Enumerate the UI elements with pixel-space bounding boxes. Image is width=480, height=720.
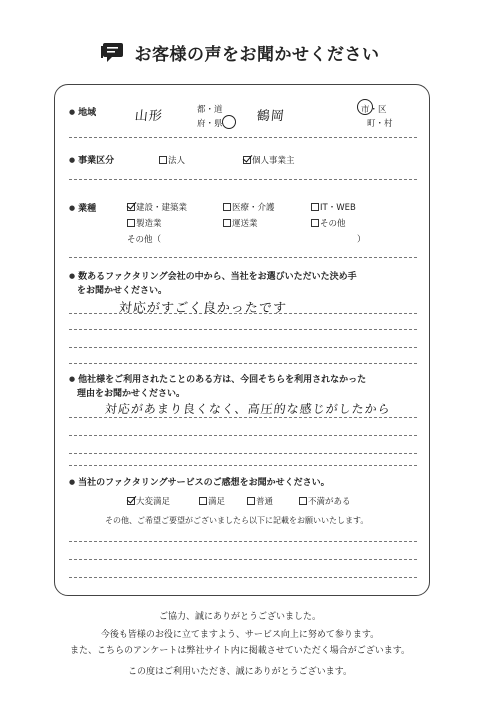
q2-question-line2: 理由をお聞かせください。 xyxy=(77,389,186,399)
q2-question-line1: ● 他社様をご利用されたことのある方は、今回そちらを利用されなかった xyxy=(69,374,367,385)
q2-answer-handwritten: 対応があまり良くなく、高圧的な感じがしたから xyxy=(104,402,392,416)
industry-other-label: その他（ xyxy=(127,235,162,245)
divider xyxy=(69,465,417,466)
answer-line xyxy=(69,453,417,454)
industry-label: ● 業種 xyxy=(69,203,97,214)
answer-line xyxy=(69,559,417,560)
survey-card xyxy=(54,84,430,596)
chat-bubble-icon xyxy=(101,42,127,64)
answer-line xyxy=(69,329,417,330)
satisfaction-option-dissatisfied[interactable]: 不満がある xyxy=(299,495,351,507)
checkbox[interactable] xyxy=(247,497,255,505)
city-selected-circle xyxy=(357,99,373,115)
q1-question-line2: をお聞かせください。 xyxy=(77,286,168,296)
industry-option-medical[interactable]: 医療・介護 xyxy=(223,201,275,213)
checkbox-checked[interactable] xyxy=(127,497,135,505)
to-do-text: 都・道 xyxy=(197,105,223,115)
business-option-corporation[interactable]: 法人 xyxy=(159,154,185,166)
checkbox[interactable] xyxy=(311,219,319,227)
cho-son-text: 町・村 xyxy=(367,119,393,129)
divider xyxy=(69,363,417,364)
industry-option-it-web[interactable]: IT・WEB xyxy=(311,201,356,213)
prefecture-handwritten: 山形 xyxy=(134,109,164,124)
divider xyxy=(69,179,417,180)
page-header xyxy=(0,40,480,65)
checkbox[interactable] xyxy=(223,203,231,211)
checkbox[interactable] xyxy=(311,203,319,211)
checkbox[interactable] xyxy=(127,219,135,227)
prefecture-selected-circle xyxy=(222,115,236,129)
footer-line2: 今後も皆様のお役に立てますよう、サービス向上に努めて参ります。 xyxy=(100,630,380,640)
region-label: ● 地域 xyxy=(69,107,97,118)
answer-line xyxy=(69,541,417,542)
q3-question: ● 当社のファクタリングサービスのご感想をお聞かせください。 xyxy=(69,477,330,488)
q1-question-line1: ● 数あるファクタリング会社の中から、当社をお選びいただいた決め手 xyxy=(69,271,357,282)
business-type-label: ● 事業区分 xyxy=(69,155,115,166)
answer-line xyxy=(69,313,417,314)
business-option-sole-proprietor[interactable]: 個人事業主 xyxy=(243,154,295,166)
fu-ken-text: 府・県 xyxy=(197,119,223,129)
industry-option-manufacturing[interactable]: 製造業 xyxy=(127,217,162,229)
satisfaction-option-normal[interactable]: 普通 xyxy=(247,495,273,507)
answer-line xyxy=(69,347,417,348)
q1-answer-handwritten: 対応がすごく良かったです xyxy=(118,301,288,316)
city-handwritten: 鶴岡 xyxy=(256,109,286,124)
industry-other-close: ） xyxy=(357,235,366,245)
satisfaction-option-very-satisfied[interactable]: 大変満足 xyxy=(127,495,170,507)
checkbox[interactable] xyxy=(299,497,307,505)
answer-line xyxy=(69,435,417,436)
footer-line3: また、こちらのアンケートは弊社サイト内に掲載させていただく場合がございます。 xyxy=(69,646,411,656)
q3-request-text: その他、ご希望ご要望がございましたら以下に記載をお願いいたします。 xyxy=(105,516,369,525)
answer-line xyxy=(69,577,417,578)
answer-line xyxy=(69,417,417,418)
industry-option-transport[interactable]: 運送業 xyxy=(223,217,258,229)
checkbox-checked[interactable] xyxy=(127,203,135,211)
divider xyxy=(69,137,417,138)
industry-option-other[interactable]: その他 xyxy=(311,217,346,229)
checkbox[interactable] xyxy=(199,497,207,505)
checkbox[interactable] xyxy=(159,156,167,164)
checkbox-checked[interactable] xyxy=(243,156,251,164)
footer-line1: ご協力、誠にありがとうございました。 xyxy=(158,612,321,622)
checkbox[interactable] xyxy=(223,219,231,227)
page-title: お客様の声をお聞かせください xyxy=(134,45,380,65)
shi-ku-text: 市・区 xyxy=(361,105,387,115)
satisfaction-option-satisfied[interactable]: 満足 xyxy=(199,495,225,507)
industry-option-construction[interactable]: 建設・建築業 xyxy=(127,201,187,213)
footer-line4: この度はご利用いただき、誠にありがとうございます。 xyxy=(128,667,352,677)
divider xyxy=(69,257,417,258)
